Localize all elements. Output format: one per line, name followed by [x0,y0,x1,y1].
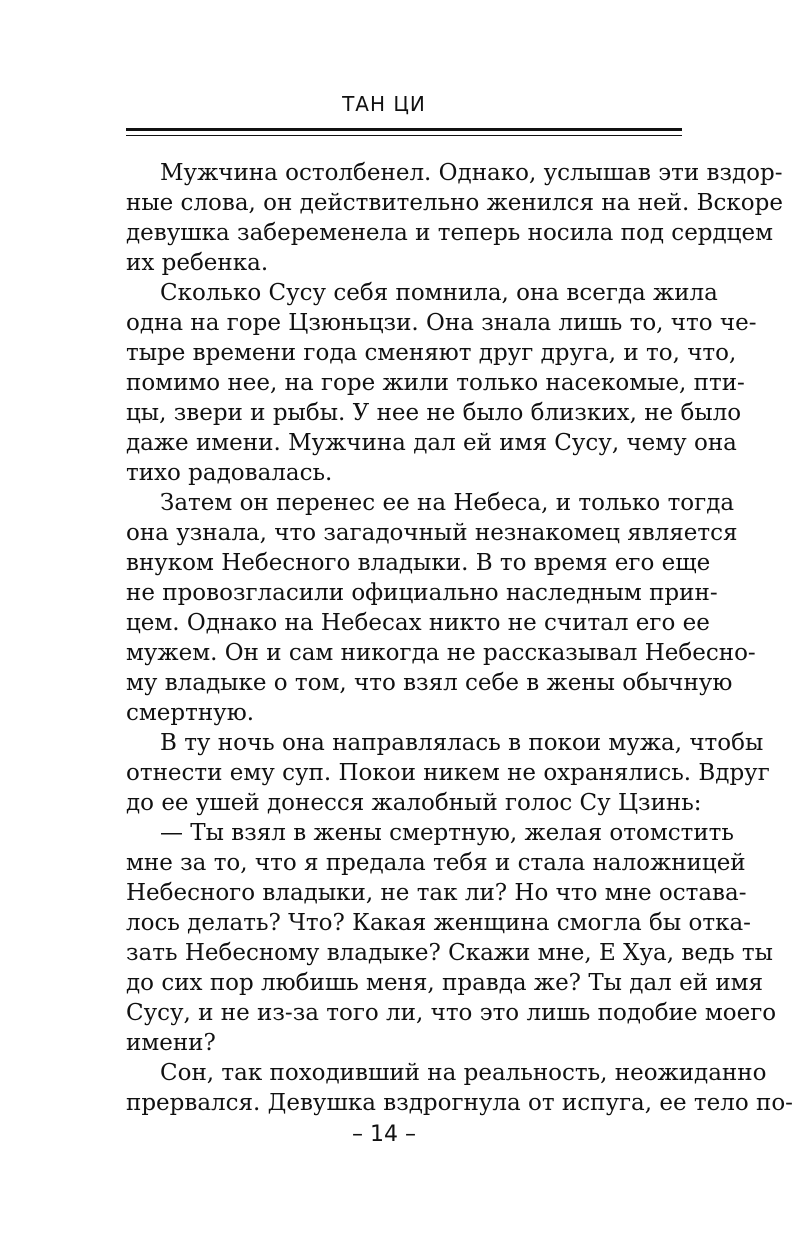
paragraph-2 [126,278,757,488]
text-line: цы, звери и рыбы. У нее не было близких, не было [126,400,742,426]
text-line: прервался. Девушка вздрогнула от испуга, ее тело по- [126,1090,793,1116]
paragraph-6 [126,1058,793,1118]
text-line: — Ты взял в жены смертную, желая отомстить [160,820,734,846]
paragraph-4 [126,728,770,818]
text-line: Сусу, и не из-за того ли, что это лишь подобие моего [126,1000,777,1026]
text-line: зать Небесному владыке? Скажи мне, Е Хуа, ведь ты [126,940,773,966]
text-line: мне за то, что я предала тебя и стала наложницей [126,850,746,876]
running-title: ТАН ЦИ [342,92,426,116]
text-line: помимо нее, на горе жили только насекомые, пти- [126,370,745,396]
text-line: мужем. Он и сам никогда не рассказывал Небесно- [126,640,756,666]
text-line: ные слова, он действительно женился на ней. Вскоре [126,190,783,216]
page-number: – 14 – [352,1122,416,1147]
text-line: лось делать? Что? Какая женщина смогла бы отка- [126,910,751,936]
text-line: Мужчина остолбенел. Однако, услышав эти вздор- [160,160,783,186]
paragraph-3 [126,488,756,728]
text-line: Небесного владыки, не так ли? Но что мне остава- [126,880,747,906]
text-line: В ту ночь она направлялась в покои мужа, чтобы [160,730,764,756]
text-line: Затем он перенес ее на Небеса, и только тогда [160,490,735,516]
text-line: цем. Однако на Небесах никто не считал его ее [126,610,710,636]
text-line: внуком Небесного владыки. В то время его еще [126,550,711,576]
text-line: до ее ушей донесся жалобный голос Су Цзинь: [126,790,702,816]
text-line: имени? [126,1030,216,1056]
text-line: их ребенка. [126,250,269,276]
header-rule-thin [126,135,682,136]
text-line: до сих пор любишь меня, правда же? Ты дал ей имя [126,970,764,996]
body-text [126,158,793,1118]
text-line: му владыке о том, что взял себе в жены обычную [126,670,733,696]
header-rule-thick [126,128,682,131]
text-line: Сколько Сусу себя помнила, она всегда жила [160,280,718,306]
text-line: Сон, так походивший на реальность, неожиданно [160,1060,767,1086]
text-line: она узнала, что загадочный незнакомец является [126,520,738,546]
paragraph-1 [126,158,783,278]
text-line: тыре времени года сменяют друг друга, и то, что, [126,340,737,366]
text-line: девушка забеременела и теперь носила под сердцем [126,220,773,246]
text-line: даже имени. Мужчина дал ей имя Сусу, чему она [126,430,737,456]
text-line: смертную. [126,700,255,726]
paragraph-5-dialogue [126,818,777,1058]
text-line: не провозгласили официально наследным прин- [126,580,718,606]
text-line: отнести ему суп. Покои никем не охранялись. Вдруг [126,760,770,786]
text-line: одна на горе Цзюньцзи. Она знала лишь то, что че- [126,310,757,336]
text-line: тихо радовалась. [126,460,333,486]
